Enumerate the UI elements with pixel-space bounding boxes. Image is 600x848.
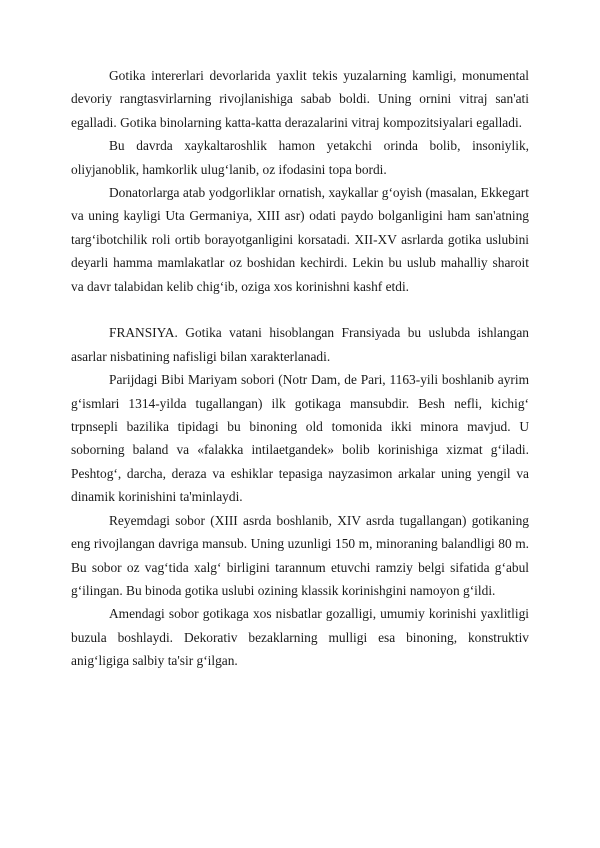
paragraph-donators: Donatorlarga atab yodgorliklar ornatish, xaykallar g‘oyish (masalan, Ekkegart va uning kayligi Uta Germaniya, XIII asr) odati paydo bolganligini ham san'atning targ‘ibotchilik roli ortib borayotganligini korsatadi. XII-XV asrlarda gotika uslubini deyarli hamma mamlakatlar oz boshidan kechirdi. Lekin bu uslub mahalliy sharoit va davr talabidan kelib chig‘ib, oziga xos korinishni kashf etdi. [71,185,529,294]
paragraph-notre-dame: Parijdagi Bibi Mariyam sobori (Notr Dam, de Pari, 1163-yili boshlanib ayrim g‘ismlari 1314-yilda tugallangan) ilk gotikaga mansubdir. Besh nefli, kichig‘ trpnsepli bazilika tipidagi bu binoning old tomonida ikki minora mavjud. U soborning baland va «falakka intilaetgandek» bolib korinishiga xizmat g‘iladi. Peshtog‘, darcha, deraza va eshiklar tepasiga nayzasimon arkalar uning yengil va dinamik korinishini ta'minlaydi. [71,372,529,505]
paragraph-gothic-interiors: Gotika intererlari devorlarida yaxlit tekis yuzalarning kamligi, monumental devoriy rangtasvirlarning rivojlanishiga sabab boldi. Uning ornini vitraj san'ati egalladi. Gotika binolarning katta-katta derazalarini vitraj kompozitsiyalari egalladi. [71,68,529,130]
document-body [71,64,529,673]
paragraph-france: FRANSIYA. Gotika vatani hisoblangan Fransiyada bu uslubda ishlangan asarlar nisbatining nafisligi bilan xarakterlanadi. [71,325,529,364]
paragraph-sculpture: Bu davrda xaykaltaroshlik hamon yetakchi orinda bolib, insoniylik, oliyjanoblik, hamkorlik ulug‘lanib, oz ifodasini topa bordi. [71,138,529,177]
paragraph-reims: Reyemdagi sobor (XIII asrda boshlanib, XIV asrda tugallangan) gotikaning eng rivojlangan davriga mansub. Uning uzunligi 150 m, minoraning balandligi 80 m. Bu sobor oz vag‘tida xalg‘ birligini tarannum etuvchi ramziy belgi sifatida g‘abul g‘ilingan. Bu binoda gotika uslubi ozining klassik korinishgini namoyon g‘ildi. [71,512,529,598]
paragraph-amiens: Amendagi sobor gotikaga xos nisbatlar gozalligi, umumiy korinishi yaxlitligi buzula boshlaydi. Dekorativ bezaklarning mulligi esa binoning, konstruktiv anig‘ligiga salbiy ta'sir g‘ilgan. [71,606,529,669]
paragraph-gap [71,298,529,321]
